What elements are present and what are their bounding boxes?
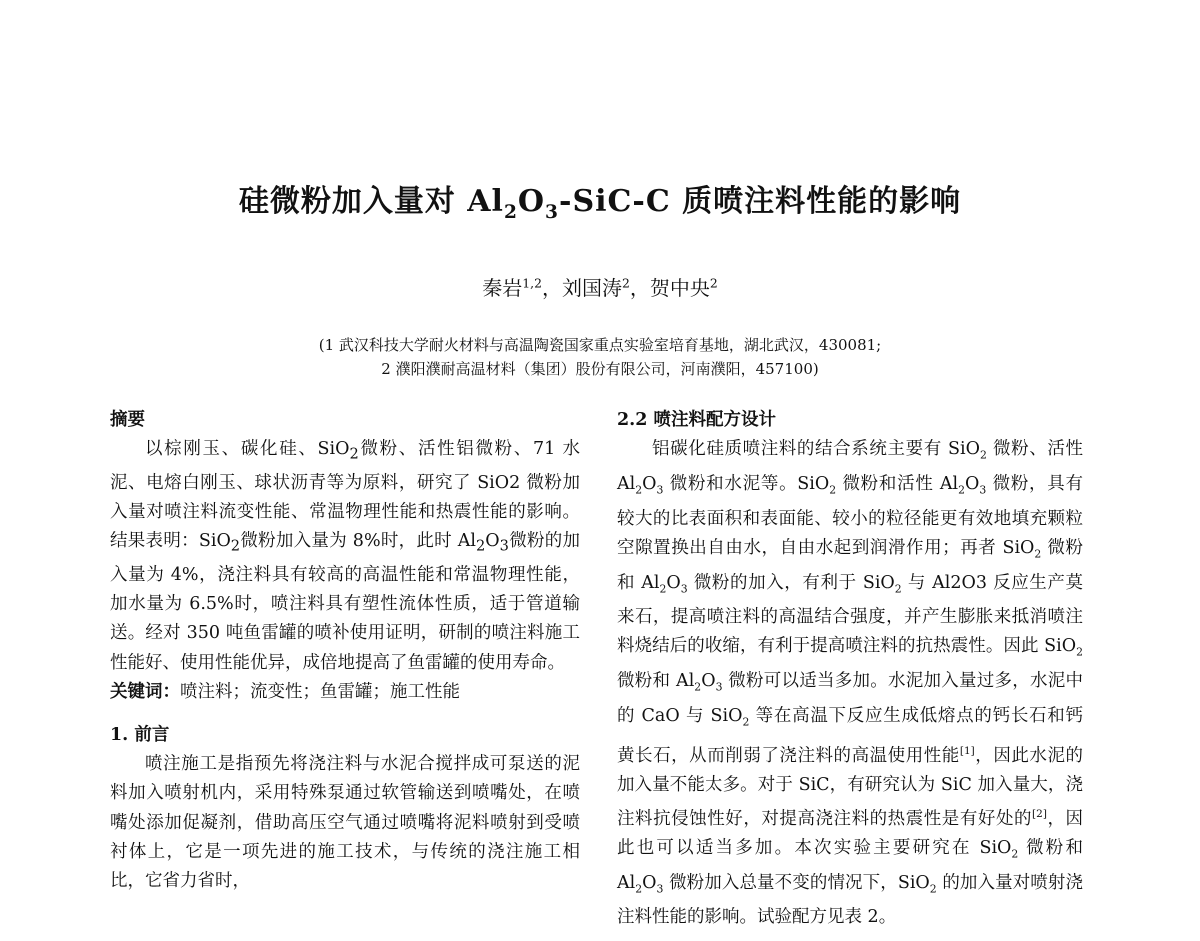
section-2-2-text: 铝碳化硅质喷注料的结合系统主要有 SiO$_2$ 微粉、活性 $Al_2O_3$ 微粉和水泥等。SiO$_2$ 微粉和活性 $Al_2O_3$ 微粉，具有较大的比表面积和表面能、较小的粒径能更有效地填充颗粒空隙置换出自由水，自由水起到润滑作用；再者 SiO$_2$ 微粉和 $Al_2O_3$ 微粉的加入，有利于 SiO$_2$ 与 Al2O3 反应生产莫来石，提高喷注料的高温结合强度，并产生膨胀来抵消喷注料烧结后的收缩，有利于提高喷注料的抗热震性。因此 SiO$_2$ 微粉和 $Al_2O_3$ 微粉可以适当多加。水泥加入量过多，水泥中的 CaO 与 SiO$_2$ 等在高温下反应生成低熔点的钙长石和钙黄长石，从而削弱了浇注料的高温使用性能[1]，因此水泥的加入量不能太多。对于 SiC，有研究认为 SiC 加入量大，浇注料抗侵蚀性好，对提高浇注料的热震性是有好处的[2]，因此也可以适当多加。本次实验主要研究在 SiO$_2$ 微粉和 $Al_2O_3$ 微粉加入总量不变的情况下，SiO$_2$ 的加入量对喷射浇注料性能的影响。试验配方见表 2。 xyxy=(617,439,1084,928)
citation-2: [2] xyxy=(1032,807,1047,820)
abstract-text: 以棕刚玉、碳化硅、SiO$_2$微粉、活性铝微粉、71 水泥、电熔白刚玉、球状沥青等为原料，研究了 SiO2 微粉加入量对喷注料流变性能、常温物理性能和热震性能的影响。结果表明：SiO$_2$微粉加入量为 8%时，此时 $Al_2O_3$微粉的加入量为 4%，浇注料具有较高的高温性能和常温物理性能，加水量为 6.5%时，喷注料具有塑性流体性质，适于管道输送。经对 350 吨鱼雷罐的喷补使用证明，研制的喷注料施工性能好、使用性能优异，成倍地提高了鱼雷罐的使用寿命。 xyxy=(110,439,581,673)
affiliation-line-1: (1 武汉科技大学耐火材料与高温陶瓷国家重点实验室培育基地，湖北武汉，430081; xyxy=(318,336,882,354)
keywords-text: 喷注料；流变性；鱼雷罐；施工性能 xyxy=(180,681,460,702)
section-1-text: 喷注施工是指预先将浇注料与水泥合搅拌成可泵送的泥料加入喷射机内，采用特殊泵通过软管输送到喷嘴处，在喷嘴处添加促凝剂，借助高压空气通过喷嘴将泥料喷射到受喷衬体上，它是一项先进的施工技术，与传统的浇注施工相比，它省力省时， xyxy=(110,754,580,892)
author-list: 秦岩$^{1,2}$，刘国涛$^2$，贺中央$^2$ xyxy=(482,275,718,300)
keywords xyxy=(110,678,580,707)
keywords-label: 关键词： xyxy=(110,681,180,702)
affiliation-line-2: 2 濮阳濮耐高温材料（集团）股份有限公司，河南濮阳，457100) xyxy=(381,360,819,378)
paper-title: 硅微粉加入量对 $Al_2O_3-SiC-C$ 质喷注料性能的影响 xyxy=(238,184,962,223)
left-column xyxy=(110,406,580,896)
section-2-2-heading: 2.2 喷注料配方设计 xyxy=(617,410,777,430)
section-1-heading: 1. 前言 xyxy=(110,725,170,746)
right-column xyxy=(617,406,1083,932)
citation-1: [1] xyxy=(959,744,975,757)
abstract-heading: 摘要 xyxy=(110,410,145,430)
